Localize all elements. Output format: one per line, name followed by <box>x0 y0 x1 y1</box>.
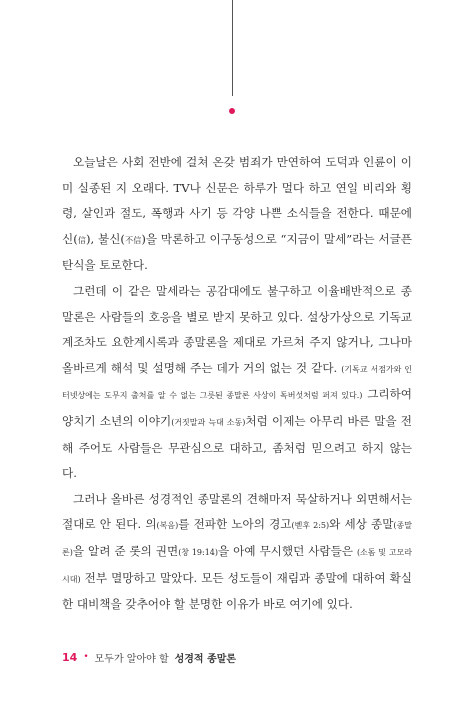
footer-separator: • <box>83 652 89 662</box>
body-text <box>62 150 412 618</box>
top-vertical-rule <box>232 0 233 96</box>
paragraph-1: 오늘날은 사회 전반에 걸쳐 온갖 범죄가 만연하여 도덕과 인륜이 이미 실종된 지 오래다. TV나 신문은 하루가 멀다 하고 연일 비리와 횡령, 살인과 절도, 폭행과 사기 등 각양 나쁜 소식들을 전한다. 때문에 신(信), 불신(不信)을 막론하고 이구동성으로 “지금이 말세”라는 서글픈 탄식을 토로한다. <box>62 155 413 273</box>
paragraph-2: 그런데 이 같은 말세라는 공감대에도 불구하고 이율배반적으로 종말론은 사람들의 호응을 별로 받지 못하고 있다. 설상가상으로 기독교계조차도 요한계시록과 종말론을 제대로 가르쳐 주지 않거나, 그나마 올바르게 해석 및 설명해 주는 데가 거의 없는 것 같다. (기독교 서점가와 인터넷상에는 도무지 출처를 알 수 없는 그릇된 종말론 사상이 독버섯처럼 퍼져 있다.) 그리하여 양치기 소년의 이야기(거짓말과 늑대 소동)처럼 이제는 아무리 바른 말을 전해 주어도 사람들은 무관심으로 대하고, 좀처럼 믿으려고 하지 않는다. <box>62 283 413 481</box>
accent-dot <box>229 108 235 114</box>
book-title-plain: 모두가 알아야 할 <box>94 653 169 665</box>
page-footer <box>62 649 236 665</box>
book-title-bold: 성경적 종말론 <box>174 653 237 665</box>
paragraph-3: 그러나 올바른 성경적인 종말론의 견해마저 묵살하거나 외면해서는 절대로 안 된다. 의(복음)를 전파한 노아의 경고(벧후 2:5)와 세상 종말(종말론)을 알려 준 롯의 권면(창 19:14)을 아예 무시했던 사람들은 (소돔 및 고모라 시대) 전부 멸망하고 말았다. 모든 성도들이 재림과 종말에 대하여 확실한 대비책을 갖추어야 할 분명한 이유가 바로 여기에 있다. <box>62 491 413 612</box>
page-number: 14 <box>62 650 78 664</box>
